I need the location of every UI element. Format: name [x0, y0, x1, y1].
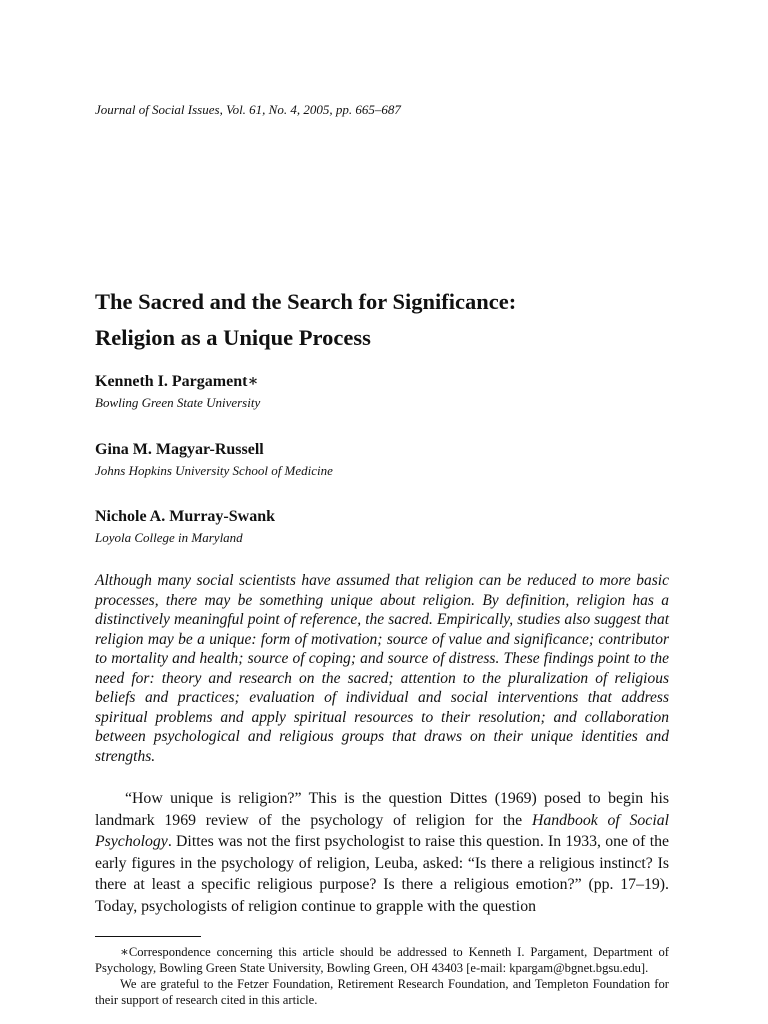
- footnote-marker: ∗: [247, 373, 259, 390]
- footnote-correspondence-text: Correspondence concerning this article should be addressed to Kenneth I. Pargament, Department of Psychology, Bowling Green State University, Bowling Green, OH 43403 [e-mail: kpargam@bgnet.bgsu.edu].: [95, 945, 669, 975]
- author-block-2: [95, 440, 333, 480]
- footnote-correspondence: [95, 944, 669, 976]
- author-name: Nichole A. Murray-Swank: [95, 508, 275, 525]
- article-title-line-2: Religion as a Unique Process: [95, 325, 371, 350]
- footnote-mark: ∗: [120, 944, 129, 959]
- article-title-line-1: The Sacred and the Search for Significance:: [95, 289, 517, 314]
- body-text-part-2: . Dittes was not the first psychologist to raise this question. In 1933, one of the early figures in the psychology of religion, Leuba, asked: “Is there a religious instinct? Is there at least a specific religious purpose? Is there a religious emotion?” (pp. 17–19). Today, psychologists of religion continue to grapple with the question: [95, 833, 669, 915]
- author-affiliation: Loyola College in Maryland: [95, 530, 243, 545]
- article-title: [95, 284, 695, 356]
- author-affiliation: Bowling Green State University: [95, 395, 261, 410]
- journal-citation: Journal of Social Issues, Vol. 61, No. 4, 2005, pp. 665–687: [95, 102, 401, 117]
- footnote-acknowledgment: We are grateful to the Fetzer Foundation, Retirement Research Foundation, and Templeton Foundation for their support of research cited in this article.: [95, 977, 669, 1007]
- body-text-part-1: “How unique is religion?” This is the question Dittes (1969) posed to begin his landmark 1969 review of the psychology of religion for the: [95, 790, 669, 829]
- author-affiliation: Johns Hopkins University School of Medicine: [95, 463, 333, 478]
- author-name: Gina M. Magyar-Russell: [95, 441, 264, 458]
- author-block-1: [95, 372, 260, 412]
- body-paragraph: [95, 788, 669, 918]
- author-block-3: [95, 507, 275, 547]
- footnotes: [95, 944, 669, 1008]
- book-title: Handbook of Social Psychology: [95, 811, 669, 851]
- author-name: Kenneth I. Pargament∗: [95, 373, 259, 390]
- footnote-divider: [95, 936, 201, 937]
- abstract: Although many social scientists have assumed that religion can be reduced to more basic processes, there may be something unique about religion. By definition, religion has a distinctively meaningful point of reference, the sacred. Empirically, studies also suggest that religion may be a unique: form of motivation; source of value and significance; contributor to mortality and health; source of coping; and source of distress. These findings point to the need for: theory and research on the sacred; attention to the pluralization of religious beliefs and practices; evaluation of individual and social interventions that address spiritual problems and apply spiritual resources to their resolution; and collaboration between psychological and religious groups that draws on their unique identities and strengths.: [95, 572, 669, 765]
